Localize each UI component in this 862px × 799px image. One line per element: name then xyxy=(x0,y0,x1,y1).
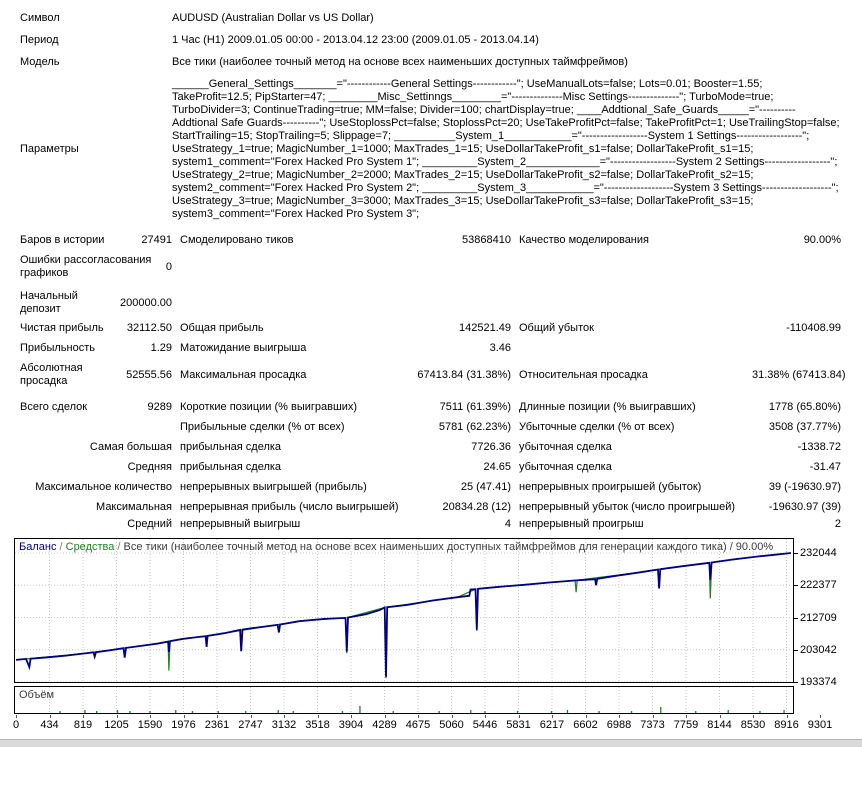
x-axis-label: 0 xyxy=(12,719,20,731)
report-header-table xyxy=(0,12,862,221)
stat-label: Прибыльные сделки (% от всех) xyxy=(180,421,345,433)
stat-value: 90.00% xyxy=(803,234,841,246)
volume-bar xyxy=(484,711,485,713)
stat-value: 31.38% (67413.84) xyxy=(752,368,846,381)
stat-label: Относительная просадка xyxy=(519,368,648,381)
stat-label: непрерывная прибыль (число выигрышей) xyxy=(180,501,399,513)
table-row xyxy=(20,401,841,414)
x-axis-label: 7759 xyxy=(673,719,699,731)
volume-bar xyxy=(96,711,97,713)
volume-bar xyxy=(129,711,130,713)
y-axis-label: 232044 xyxy=(800,547,837,559)
y-axis-label: 222377 xyxy=(800,579,837,592)
stat-label: Средний xyxy=(127,518,172,530)
y-axis-tick xyxy=(793,553,798,554)
stat-label: Убыточные сделки (% от всех) xyxy=(519,421,675,433)
stat-label: убыточная сделка xyxy=(519,461,612,473)
x-axis-tick xyxy=(586,715,587,718)
symbol-value: AUDUSD (Australian Dollar vs US Dollar) xyxy=(172,12,374,24)
table-row xyxy=(20,290,841,316)
volume-label: Объём xyxy=(19,689,55,701)
stat-label: Баров в истории xyxy=(20,234,105,246)
stat-value: 1778 (65.80%) xyxy=(768,401,841,413)
model-value: Все тики (наиболее точный метод на основе всех наименьших доступных таймфреймов) xyxy=(172,56,628,68)
volume-bar xyxy=(759,711,760,713)
stat-value: -19630.97 (39) xyxy=(768,501,841,513)
stat-value: 3508 (37.77%) xyxy=(768,421,841,433)
stat-value: 142521.49 xyxy=(459,322,511,334)
x-axis-tick xyxy=(83,715,84,718)
x-axis-tick xyxy=(552,715,553,718)
table-row xyxy=(20,481,841,494)
x-axis-tick xyxy=(519,715,520,718)
volume-bar xyxy=(175,710,176,713)
symbol-label: Символ xyxy=(20,12,60,24)
stat-value: 0 xyxy=(165,260,172,273)
stat-value: 53868410 xyxy=(462,234,511,246)
stat-cell xyxy=(20,441,172,454)
stat-label: Качество моделирования xyxy=(519,234,649,246)
stat-label: Матожидание выигрыша xyxy=(180,342,307,354)
x-axis-tick xyxy=(16,715,17,718)
stat-label: Максимальное количество xyxy=(35,481,172,493)
table-row xyxy=(20,441,841,454)
stat-value: 39 (-19630.97) xyxy=(768,481,841,493)
volume-bar xyxy=(192,711,193,713)
volume-bar xyxy=(117,710,118,713)
x-axis-tick xyxy=(385,715,386,718)
stat-value: 32112.50 xyxy=(126,322,172,334)
stat-cell xyxy=(20,518,172,531)
x-axis-label: 8916 xyxy=(774,719,799,731)
balance-line xyxy=(16,553,791,677)
volume-bar xyxy=(551,711,552,713)
stat-value: 5781 (62.23%) xyxy=(438,421,511,433)
stat-value: 67413.84 (31.38%) xyxy=(417,368,511,381)
stat-value: 200000.00 xyxy=(120,296,172,309)
stat-value: 2 xyxy=(834,518,841,530)
stat-value: -1338.72 xyxy=(797,441,841,453)
volume-bar xyxy=(84,710,85,713)
y-axis-label: 203042 xyxy=(800,643,837,656)
stat-label: Абсолютная просадка xyxy=(20,362,83,387)
stat-label: Максимальная просадка xyxy=(180,368,307,381)
stat-label: Самая большая xyxy=(89,441,172,453)
table-row xyxy=(20,518,841,531)
stat-cell xyxy=(20,401,172,414)
stat-value: 7511 (61.39%) xyxy=(439,401,511,413)
y-axis-label: 212709 xyxy=(800,611,837,624)
x-axis-tick xyxy=(787,715,788,718)
x-axis-tick xyxy=(50,715,51,718)
x-axis-label: 3132 xyxy=(271,719,297,731)
y-axis-tick xyxy=(793,650,798,651)
stat-label: Ошибки рассогласования графиков xyxy=(20,254,152,279)
stat-label: прибыльная сделка xyxy=(180,461,282,473)
volume-bar xyxy=(660,707,661,713)
stat-value: 52555.56 xyxy=(126,368,172,381)
table-row xyxy=(20,234,841,247)
stat-value: 4 xyxy=(504,518,511,530)
stat-cell xyxy=(20,254,172,280)
stat-label: непрерывный убыток (число проигрышей) xyxy=(519,501,736,513)
volume-bar xyxy=(245,711,246,713)
x-axis-label: 6217 xyxy=(539,719,565,731)
stat-cell xyxy=(20,362,172,388)
x-axis-label: 2747 xyxy=(238,719,263,731)
stat-label: Прибыльность xyxy=(20,342,95,354)
table-row xyxy=(20,461,841,474)
table-row xyxy=(20,12,841,25)
y-axis-tick xyxy=(793,682,798,683)
y-axis-label: 193374 xyxy=(800,676,837,688)
table-row xyxy=(20,254,841,280)
stat-value: 24.65 xyxy=(483,461,511,473)
stat-label: непрерывных проигрышей (убыток) xyxy=(519,481,702,493)
stat-label: Общая прибыль xyxy=(180,322,264,334)
volume-bar xyxy=(517,711,518,713)
volume-bar xyxy=(218,711,219,713)
volume-bar xyxy=(598,711,599,713)
x-axis-tick xyxy=(619,715,620,718)
table-row xyxy=(20,421,841,434)
x-axis-label: 7373 xyxy=(640,719,665,731)
volume-bar xyxy=(149,711,150,713)
x-axis-tick xyxy=(117,715,118,718)
table-row xyxy=(20,78,841,221)
table-row xyxy=(20,56,841,69)
x-axis-label: 9301 xyxy=(807,719,833,731)
volume-pane xyxy=(14,686,794,714)
title-separator: / xyxy=(114,541,124,553)
stat-label: непрерывный проигрыш xyxy=(519,518,644,530)
volume-bar xyxy=(59,711,60,713)
balance-chart-pane xyxy=(14,538,794,683)
volume-bar xyxy=(342,711,343,713)
x-axis-tick xyxy=(418,715,419,718)
x-axis-tick xyxy=(686,715,687,718)
legend-equity: Средства xyxy=(65,541,115,553)
stat-value: 7726.36 xyxy=(471,441,511,453)
stat-value: 9289 xyxy=(147,401,172,413)
stat-value: 27491 xyxy=(141,234,172,246)
x-axis-label: 3518 xyxy=(305,719,330,731)
chart-title xyxy=(19,541,789,554)
stat-label: Средняя xyxy=(127,461,172,473)
stat-cell xyxy=(20,322,172,335)
stat-label: Длинные позиции (% выигравших) xyxy=(519,401,696,413)
y-axis-tick xyxy=(793,585,798,586)
x-axis-label: 5060 xyxy=(439,719,464,731)
stat-label: Смоделировано тиков xyxy=(180,234,294,246)
equity-line xyxy=(16,553,791,678)
stat-label: Всего сделок xyxy=(20,401,88,413)
x-axis-label: 819 xyxy=(73,719,93,731)
stat-label: непрерывных выигрышей (прибыль) xyxy=(180,481,367,493)
x-axis-label: 8530 xyxy=(740,719,766,731)
table-row xyxy=(20,342,841,355)
volume-bar xyxy=(278,710,279,713)
parameters-value: ______General_Settings_______="------------General Settings------------"; UseManualLots=false; Lots=0.01; Booster=1.55; TakeProfit=12.5; PipStarter=47; ________Misc_Settinngs________="--------------Misc Settings--------------"; TurboMode=true; TurboDivider=3; ContinueTrading=true; MM=false; Divider=100; chartDisplay=true; ____Addtional_Safe_Guards_____="----------Addtional Safe Guards----------"; UseStoplossPct=false; StoplossPct=20; UseTakeProfitPct=false; TakeProfitPct=1; UseTrailingStop=false; StartTrailing=15; StopTrailing=5; Slippage=7; __________System_1___________="------------------System 1 Settings------------------"; UseStrategy_1=true; MagicNumber_1=1000; MaxTrades_1=15; UseDollarTakeProfit_s1=false; DollarTakeProfit_s1=15; system1_comment="Forex Hacked Pro System 1"; _________System_2____________="------------------System 2 Settings------------------"; UseStrategy_2=true; MagicNumber_2=2000; MaxTrades_2=15; UseDollarTakeProfit_s2=false; DollarTakeProfit_s2=15; system2_comment="Forex Hacked Pro System 2"; _________System_3___________="-------------------System 3 Settings-------------------"; UseStrategy_3=true; MagicNumber_3=3000; MaxTrades_3=15; UseDollarTakeProfit_s3=false; DollarTakeProfit_s3=15; system3_comment="Forex Hacked Pro System 3"; xyxy=(172,78,840,220)
x-axis-label: 434 xyxy=(40,719,59,731)
title-separator: / xyxy=(56,541,66,553)
volume-bar xyxy=(293,711,294,713)
y-axis-tick xyxy=(793,618,798,619)
x-axis-tick xyxy=(485,715,486,718)
volume-bar xyxy=(695,711,696,713)
stat-cell xyxy=(20,290,172,316)
volume-bar xyxy=(783,710,784,713)
table-row xyxy=(20,362,846,388)
x-axis-labels xyxy=(0,716,862,732)
stat-label: Начальный депозит xyxy=(20,290,78,315)
x-axis-label: 1976 xyxy=(171,719,196,731)
x-axis-label: 5446 xyxy=(472,719,498,731)
stat-cell xyxy=(20,501,172,514)
volume-bar xyxy=(439,711,440,713)
legend-balance: Баланс xyxy=(19,541,57,553)
stat-label: убыточная сделка xyxy=(519,441,612,453)
stat-label: прибыльная сделка xyxy=(180,441,282,453)
stat-label: Максимальная xyxy=(96,501,172,513)
x-axis-label: 5831 xyxy=(506,719,531,731)
balance-equity-chart-svg xyxy=(15,539,791,682)
x-axis-label: 2361 xyxy=(204,719,230,731)
volume-bar xyxy=(393,711,394,713)
x-axis-tick xyxy=(184,715,185,718)
stat-cell xyxy=(20,481,172,494)
report-stats-table xyxy=(0,234,862,531)
x-axis-tick xyxy=(318,715,319,718)
x-axis-label: 1590 xyxy=(137,719,163,731)
model-label: Модель xyxy=(20,56,60,68)
table-row xyxy=(20,501,841,514)
title-rest: Все тики (наиболее точный метод на основе всех наименьших доступных таймфреймов для генерации каждого тика) / 90.00% xyxy=(123,541,774,553)
x-axis-label: 8144 xyxy=(707,719,732,731)
period-label: Период xyxy=(20,34,59,46)
x-axis-tick xyxy=(150,715,151,718)
stat-label: Чистая прибыль xyxy=(20,322,104,334)
stat-value: 20834.28 (12) xyxy=(442,501,511,513)
stat-label: Общий убыток xyxy=(519,322,594,334)
parameters-label: Параметры xyxy=(20,143,79,155)
x-axis-label: 6988 xyxy=(606,719,632,731)
stat-label: Короткие позиции (% выигравших) xyxy=(180,401,358,413)
stat-cell xyxy=(20,342,172,355)
volume-bar xyxy=(631,711,632,713)
x-axis-tick xyxy=(753,715,754,718)
x-axis-label: 6602 xyxy=(573,719,598,731)
x-axis-tick xyxy=(653,715,654,718)
bottom-divider xyxy=(0,739,862,747)
volume-bar xyxy=(728,710,729,713)
x-axis-tick xyxy=(217,715,218,718)
volume-bar xyxy=(567,710,568,713)
period-value: 1 Час (H1) 2009.01.05 00:00 - 2013.04.12 23:00 (2009.01.05 - 2013.04.14) xyxy=(172,34,539,46)
x-axis-label: 4289 xyxy=(372,719,397,731)
stat-value: 1.29 xyxy=(150,342,172,354)
volume-bar xyxy=(359,706,360,713)
balance-chart xyxy=(0,538,862,734)
x-axis-tick xyxy=(820,715,821,718)
stat-cell xyxy=(20,461,172,474)
x-axis-label: 3904 xyxy=(338,719,364,731)
stat-value: 25 (47.41) xyxy=(460,481,511,493)
stat-value: -31.47 xyxy=(809,461,841,473)
volume-bar xyxy=(470,710,471,713)
stat-value: -110408.99 xyxy=(786,322,841,334)
stat-cell xyxy=(20,234,172,247)
x-axis-label: 1205 xyxy=(104,719,129,731)
table-row xyxy=(20,322,841,335)
x-axis-tick xyxy=(452,715,453,718)
volume-chart-svg xyxy=(15,687,791,713)
x-axis-tick xyxy=(351,715,352,718)
stat-value: 3.46 xyxy=(489,342,511,354)
x-axis-tick xyxy=(251,715,252,718)
x-axis-label: 4675 xyxy=(405,719,431,731)
table-row xyxy=(20,34,841,47)
x-axis-tick xyxy=(284,715,285,718)
x-axis-tick xyxy=(720,715,721,718)
stat-label: непрерывный выигрыш xyxy=(180,518,301,530)
